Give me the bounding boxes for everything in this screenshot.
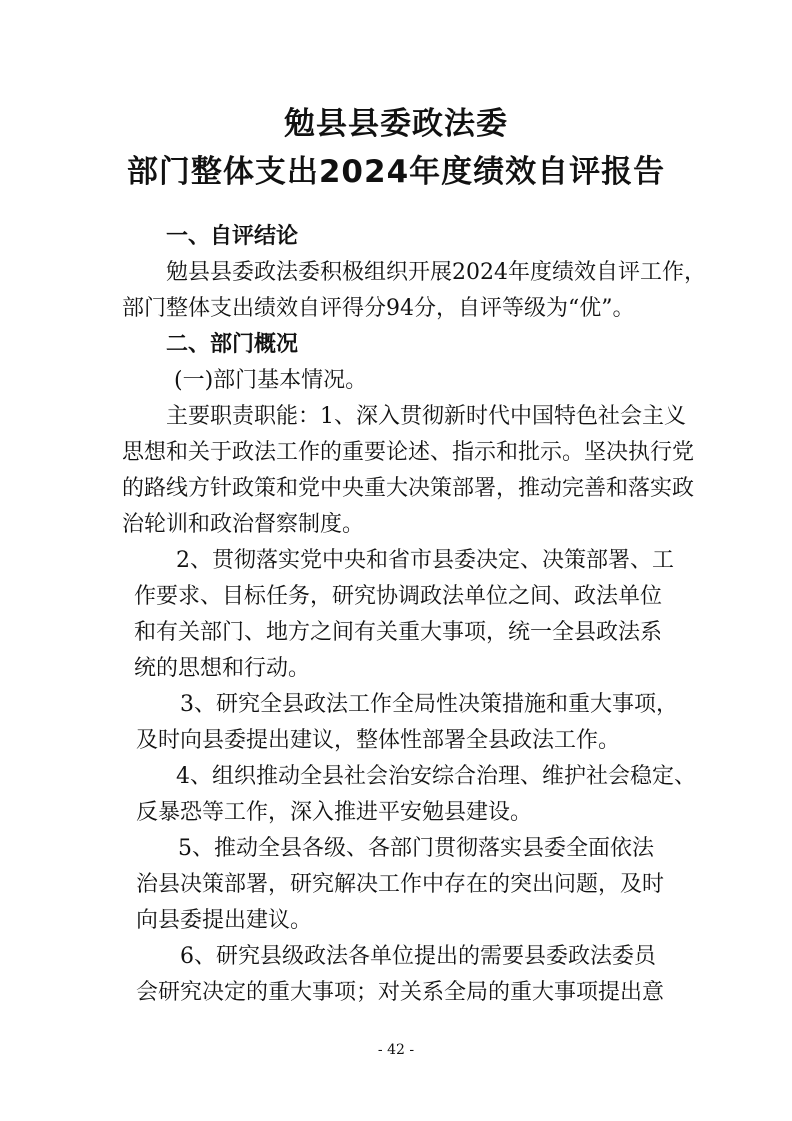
duty5-line2: 治县决策部署，研究解决工作中存在的突出问题，及时 — [136, 872, 665, 897]
duty2-line1: 2、贯彻落实党中央和省市县委决定、决策部署、工 — [176, 548, 674, 573]
page-number: - 42 - — [377, 1042, 415, 1058]
duty2-line2: 作要求、目标任务，研究协调政法单位之间、政法单位 — [134, 584, 663, 609]
subsection1-heading: (一)部门基本情况。 — [174, 368, 368, 393]
duty3-line2: 及时向县委提出建议，整体性部署全县政法工作。 — [136, 728, 621, 753]
section1-heading: 一、自评结论 — [166, 224, 299, 249]
duty1-line1: 主要职责职能：1、深入贯彻新时代中国特色社会主义 — [166, 404, 686, 429]
duty1-line2: 思想和关于政法工作的重要论述、指示和批示。坚决执行党 — [122, 440, 695, 465]
duty3-line1: 3、研究全县政法工作全局性决策措施和重大事项， — [180, 692, 678, 717]
duty4-line2: 反暴恐等工作，深入推进平安勉县建设。 — [136, 800, 533, 825]
duty1-line3: 的路线方针政策和党中央重大决策部署，推动完善和落实政 — [122, 476, 695, 501]
title-line-2: 部门整体支出2024年度绩效自评报告 — [126, 154, 666, 190]
duty5-line1: 5、推动全县各级、各部门贯彻落实县委全面依法 — [178, 836, 654, 861]
duty5-line3: 向县委提出建议。 — [136, 908, 313, 933]
duty6-line1: 6、研究县级政法各单位提出的需要县委政法委员 — [180, 944, 656, 969]
duty2-line4: 统的思想和行动。 — [134, 656, 311, 681]
duty6-line2: 会研究决定的重大事项；对关系全局的重大事项提出意 — [136, 980, 665, 1005]
duty4-line1: 4、组织推动全县社会治安综合治理、维护社会稳定、 — [176, 764, 696, 789]
section1-line2: 部门整体支出绩效自评得分94分，自评等级为“优”。 — [122, 296, 635, 321]
duty2-line3: 和有关部门、地方之间有关重大事项，统一全县政法系 — [134, 620, 663, 645]
duty1-line4: 治轮训和政治督察制度。 — [122, 512, 365, 537]
section2-heading: 二、部门概况 — [166, 332, 299, 357]
section1-line1: 勉县县委政法委积极组织开展2024年度绩效自评工作， — [166, 260, 706, 285]
title-line-1: 勉县县委政法委 — [284, 106, 508, 142]
